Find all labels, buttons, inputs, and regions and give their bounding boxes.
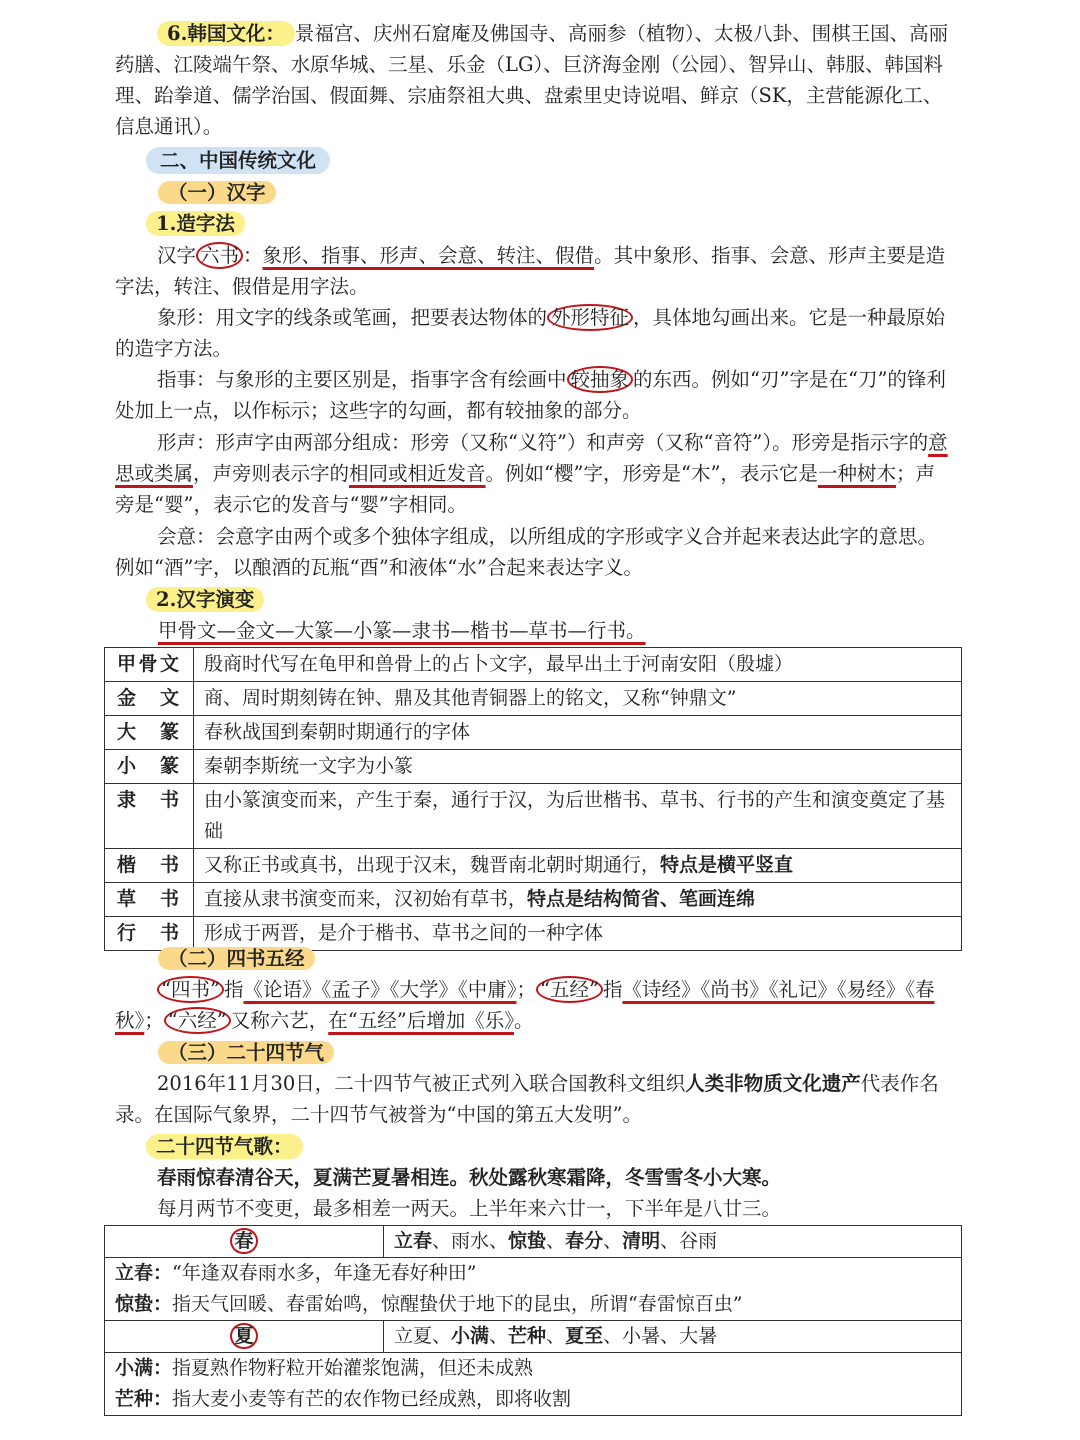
text-span: 形声：形声字由两部分组成：形旁（又称“义符”）和声旁（又称“音符”）。形旁是指示字的 — [157, 431, 929, 454]
term-text: 、 — [546, 1230, 566, 1252]
detail-key: 惊蛰： — [115, 1293, 173, 1315]
circled-waixing: 外形特征 — [547, 304, 633, 331]
underlined-fayin: 相同或相近发音 — [349, 462, 486, 485]
text-span: ； — [516, 978, 536, 1001]
script-name-cell: 小篆 — [105, 750, 194, 784]
summer-detail-row — [105, 1353, 962, 1416]
subsection-sishu — [158, 943, 994, 974]
script-desc-cell — [194, 849, 962, 883]
desc-text: 由小篆演变而来，产生于秦，通行于汉，为后世楷书、草书、行书的产生和演变奠定了基础 — [204, 789, 946, 842]
script-evolution-table — [104, 647, 962, 951]
underlined-wujing-list: 《诗经》《尚书》《礼记》《易经》《春秋》 — [115, 978, 935, 1032]
text-span: ： — [243, 244, 263, 267]
summer-detail-2 — [115, 1384, 951, 1415]
jieqi-song: 春雨惊春清谷天，夏满芒夏暑相连。秋处露秋寒霜降，冬雪雪冬小大寒。 — [157, 1166, 782, 1189]
circled-spring: 春 — [230, 1228, 257, 1254]
table-row — [105, 849, 962, 883]
term-text: 、 — [546, 1325, 566, 1347]
script-desc-cell — [194, 784, 962, 849]
desc-text: 殷商时代写在龟甲和兽骨上的占卜文字，最早出土于河南安阳（殷墟） — [204, 653, 794, 675]
bold-heritage: 人类非物质文化遗产 — [685, 1072, 861, 1095]
huiyi-paragraph: 会意：会意字由两个或多个独体字组成，以所组成的字形或字义合并起来表达此字的意思。例如“酒”字，以酿酒的瓦瓶“酉”和液体“水”合起来表达字义。 — [115, 525, 938, 579]
script-table-body — [105, 648, 962, 951]
circled-chouxiang: 较抽象 — [567, 366, 634, 393]
underlined-liushu-list: 象形、指事、形声、会意、转注、假借 — [262, 244, 595, 267]
jieqi-title: （三）二十四节气 — [158, 1041, 334, 1064]
desc-text: 直接从隶书演变而来，汉初始有草书， — [204, 888, 528, 910]
circled-sishu: “四书” — [157, 976, 224, 1003]
circled-summer: 夏 — [230, 1323, 257, 1349]
term-text: 春分 — [565, 1230, 604, 1252]
zaozi-heading — [146, 208, 982, 239]
desc-text: 商、周时期刻铸在钟、鼎及其他青铜器上的铭文，又称“钟鼎文” — [204, 687, 737, 709]
text-span: ； — [144, 1009, 164, 1032]
underlined-shumu: 一种树木 — [817, 462, 896, 485]
term-text: 立夏、 — [394, 1325, 452, 1347]
detail-key: 立春： — [115, 1262, 173, 1284]
detail-text: “年逢双春雨水多，年逢无春好种田” — [172, 1262, 477, 1284]
zhishi-paragraph — [115, 364, 951, 426]
term-text: 小满 — [451, 1325, 490, 1347]
xingsheng-paragraph — [115, 427, 951, 520]
underlined-liujing: 在“五经”后增加《乐》 — [328, 1009, 514, 1032]
script-desc-cell — [194, 648, 962, 682]
summer-detail-1 — [115, 1353, 951, 1384]
text-span: 指 — [602, 978, 623, 1001]
term-text: 、雨水、 — [432, 1230, 509, 1252]
term-text: 、谷雨 — [660, 1230, 718, 1252]
sishu-paragraph — [115, 974, 951, 1036]
term-text: 、 — [603, 1230, 623, 1252]
text-span: 汉字 — [157, 244, 197, 267]
desc-text: 又称正书或真书，出现于汉末，魏晋南北朝时期通行， — [204, 854, 661, 876]
text-span: 又称六艺， — [230, 1009, 329, 1032]
table-row — [105, 883, 962, 917]
summer-row — [105, 1321, 962, 1353]
zaozi-title: 1.造字法 — [146, 211, 245, 236]
script-name-cell: 隶书 — [105, 784, 194, 849]
jieqi-note: 每月两节不变更，最多相差一两天。上半年来六廿一，下半年是八廿三。 — [157, 1197, 782, 1220]
detail-key: 小满： — [115, 1357, 173, 1379]
sishu-title: （二）四书五经 — [158, 947, 315, 970]
script-desc-cell — [194, 716, 962, 750]
text-span: ，声旁则表示字的 — [193, 462, 350, 485]
term-text: 清明 — [622, 1230, 661, 1252]
section-heading — [146, 145, 982, 176]
text-span: 2016年11月30日，二十四节气被正式列入联合国教科文组织 — [157, 1072, 686, 1095]
spring-detail-2 — [115, 1289, 951, 1320]
script-desc-cell — [194, 883, 962, 917]
summer-terms — [384, 1321, 962, 1353]
desc-text: 秦朝李斯统一文字为小篆 — [204, 755, 414, 777]
term-text: 夏至 — [565, 1325, 604, 1347]
script-name-cell: 楷书 — [105, 849, 194, 883]
desc-bold-text: 特点是结构简省、笔画连绵 — [527, 888, 756, 910]
text-span: ；声旁是“婴”，表示它的发音与“婴”字相同。 — [115, 462, 935, 516]
underlined-chain: 甲骨文—金文—大篆—小篆—隶书—楷书—草书—行书。 — [158, 619, 646, 642]
text-span: 。例如“樱”字，形旁是“木”，表示它是 — [485, 462, 818, 485]
season-summer — [105, 1321, 384, 1353]
jieqi-paragraph — [115, 1068, 951, 1130]
evolution-chain — [158, 615, 994, 646]
script-name-cell: 金文 — [105, 682, 194, 716]
detail-key: 芒种： — [115, 1388, 173, 1410]
song-title: 二十四节气歌： — [146, 1134, 303, 1159]
script-desc-cell — [194, 750, 962, 784]
text-span: ，具体地勾画出来。它是一种最原始的造字方法。 — [115, 306, 946, 360]
table-row — [105, 784, 962, 849]
script-name-cell: 行书 — [105, 917, 194, 951]
circled-liujing: “六经” — [164, 1007, 231, 1034]
subsection-hanzi — [158, 177, 994, 208]
term-text: 立春 — [394, 1230, 433, 1252]
song-heading — [146, 1131, 982, 1162]
text-span: 象形：用文字的线条或笔画，把要表达物体的 — [157, 306, 548, 329]
text-span: 代表作名录。在国际气象界，二十四节气被誉为“中国的第五大发明”。 — [115, 1072, 939, 1126]
subsection-jieqi — [158, 1037, 994, 1068]
evolution-heading — [146, 584, 982, 615]
text-span: 指 — [223, 978, 244, 1001]
script-desc-cell — [194, 682, 962, 716]
detail-text: 指大麦小麦等有芒的农作物已经成熟，即将收割 — [172, 1388, 572, 1410]
text-span: 。 — [513, 1009, 534, 1032]
table-row — [105, 750, 962, 784]
term-text: 芒种 — [508, 1325, 547, 1347]
evolution-title: 2.汉字演变 — [146, 587, 264, 612]
summer-details — [105, 1353, 962, 1416]
korea-heading: 6.韩国文化： — [157, 21, 295, 46]
term-text: 惊蛰 — [508, 1230, 547, 1252]
table-row — [105, 716, 962, 750]
spring-row — [105, 1226, 962, 1258]
spring-details — [105, 1258, 962, 1321]
spring-detail-1 — [115, 1258, 951, 1289]
detail-text: 指夏熟作物籽粒开始灌浆饱满，但还未成熟 — [172, 1357, 534, 1379]
circled-liushu: 六书 — [196, 242, 243, 269]
underlined-sishu-list: 《论语》《孟子》《大学》《中庸》 — [243, 978, 517, 1001]
spring-terms — [384, 1226, 962, 1258]
desc-bold-text: 特点是横平竖直 — [660, 854, 794, 876]
script-name-cell: 草书 — [105, 883, 194, 917]
korea-culture-paragraph — [115, 18, 951, 142]
desc-text: 形成于两晋，是介于楷书、草书之间的一种字体 — [204, 922, 604, 944]
text-span: 的东西。例如“刃”字是在“刀”的锋利处加上一点，以作标示；这些字的勾画，都有较抽象的部分。 — [115, 368, 946, 422]
spring-detail-row — [105, 1258, 962, 1321]
circled-wujing: “五经” — [536, 976, 603, 1003]
underlined-yisi: 意思或类属 — [115, 431, 948, 485]
table-row — [105, 682, 962, 716]
script-name-cell: 甲骨文 — [105, 648, 194, 682]
term-text: 、小暑、大暑 — [603, 1325, 718, 1347]
hanzi-title: （一）汉字 — [158, 181, 276, 204]
xiangxing-paragraph — [115, 302, 951, 364]
text-span: 指事：与象形的主要区别是，指事字含有绘画中 — [157, 368, 567, 391]
section-title: 二、中国传统文化 — [146, 147, 330, 174]
korea-text: 景福宫、庆州石窟庵及佛国寺、高丽参（植物）、太极八卦、围棋王国、高丽药膳、江陵端午祭、水原华城、三星、乐金（LG）、巨济海金刚（公园）、智异山、韩服、韩国料理、跆拳道、儒学治国、假面舞、宗庙祭祖大典、盘索里史诗说唱、鲜京（SK，主营能源化工、信息通讯）。 — [115, 22, 949, 138]
script-name-cell: 大篆 — [105, 716, 194, 750]
desc-text: 春秋战国到秦朝时期通行的字体 — [204, 721, 471, 743]
liushu-paragraph — [115, 240, 951, 302]
detail-text: 指天气回暖、春雷始鸣，惊醒蛰伏于地下的昆虫，所谓“春雷惊百虫” — [172, 1293, 743, 1315]
solar-terms-table — [104, 1225, 962, 1416]
term-text: 、 — [489, 1325, 509, 1347]
table-row — [105, 648, 962, 682]
season-spring — [105, 1226, 384, 1258]
text-span: 。其中象形、指事、会意、形声主要是造字法，转注、假借是用字法。 — [115, 244, 946, 298]
